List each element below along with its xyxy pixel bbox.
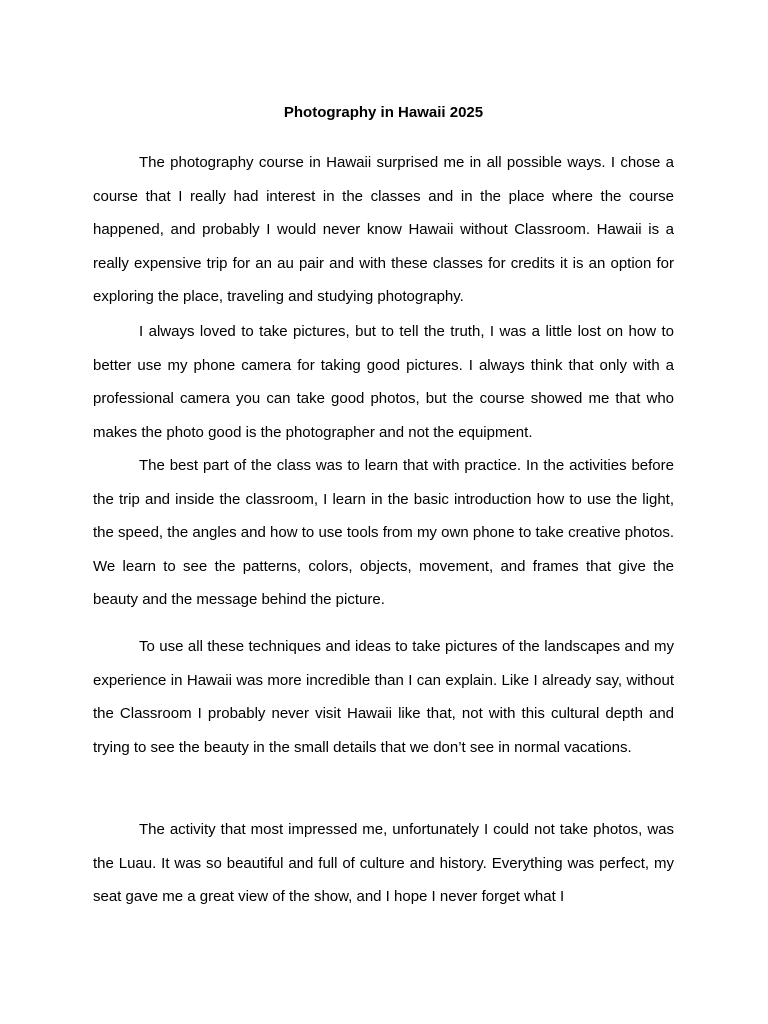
paragraph-4: To use all these techniques and ideas to take pictures of the landscapes and my experience in Hawaii was more incredible than I can explain. Like I already say, without the Classroom I probably never visit Hawaii like that, not with this cultural depth and trying to see the beauty in the small details that we don’t see in normal vacations. xyxy=(93,638,674,756)
document-title: Photography in Hawaii 2025 xyxy=(283,104,484,121)
paragraph-2: I always loved to take pictures, but to tell the truth, I was a little lost on how to better use my phone camera for taking good pictures. I always think that only with a professional camera you can take good photos, but the course showed me that who makes the photo good is the photographer and not the equipment. xyxy=(93,323,674,441)
paragraph-5: The activity that most impressed me, unfortunately I could not take photos, was the Luau. It was so beautiful and full of culture and history. Everything was perfect, my seat gave me a great view of the show, and I hope I never forget what I xyxy=(93,821,674,906)
paragraph-1: The photography course in Hawaii surprised me in all possible ways. I chose a course that I really had interest in the classes and in the place where the course happened, and probably I would never know Hawaii without Classroom. Hawaii is a really expensive trip for an au pair and with these classes for credits it is an option for exploring the place, traveling and studying photography. xyxy=(93,154,674,306)
paragraph-3: The best part of the class was to learn that with practice. In the activities before the trip and inside the classroom, I learn in the basic introduction how to use the light, the speed, the angles and how to use tools from my own phone to take creative photos. We learn to see the patterns, colors, objects, movement, and frames that give the beauty and the message behind the picture. xyxy=(93,457,674,609)
